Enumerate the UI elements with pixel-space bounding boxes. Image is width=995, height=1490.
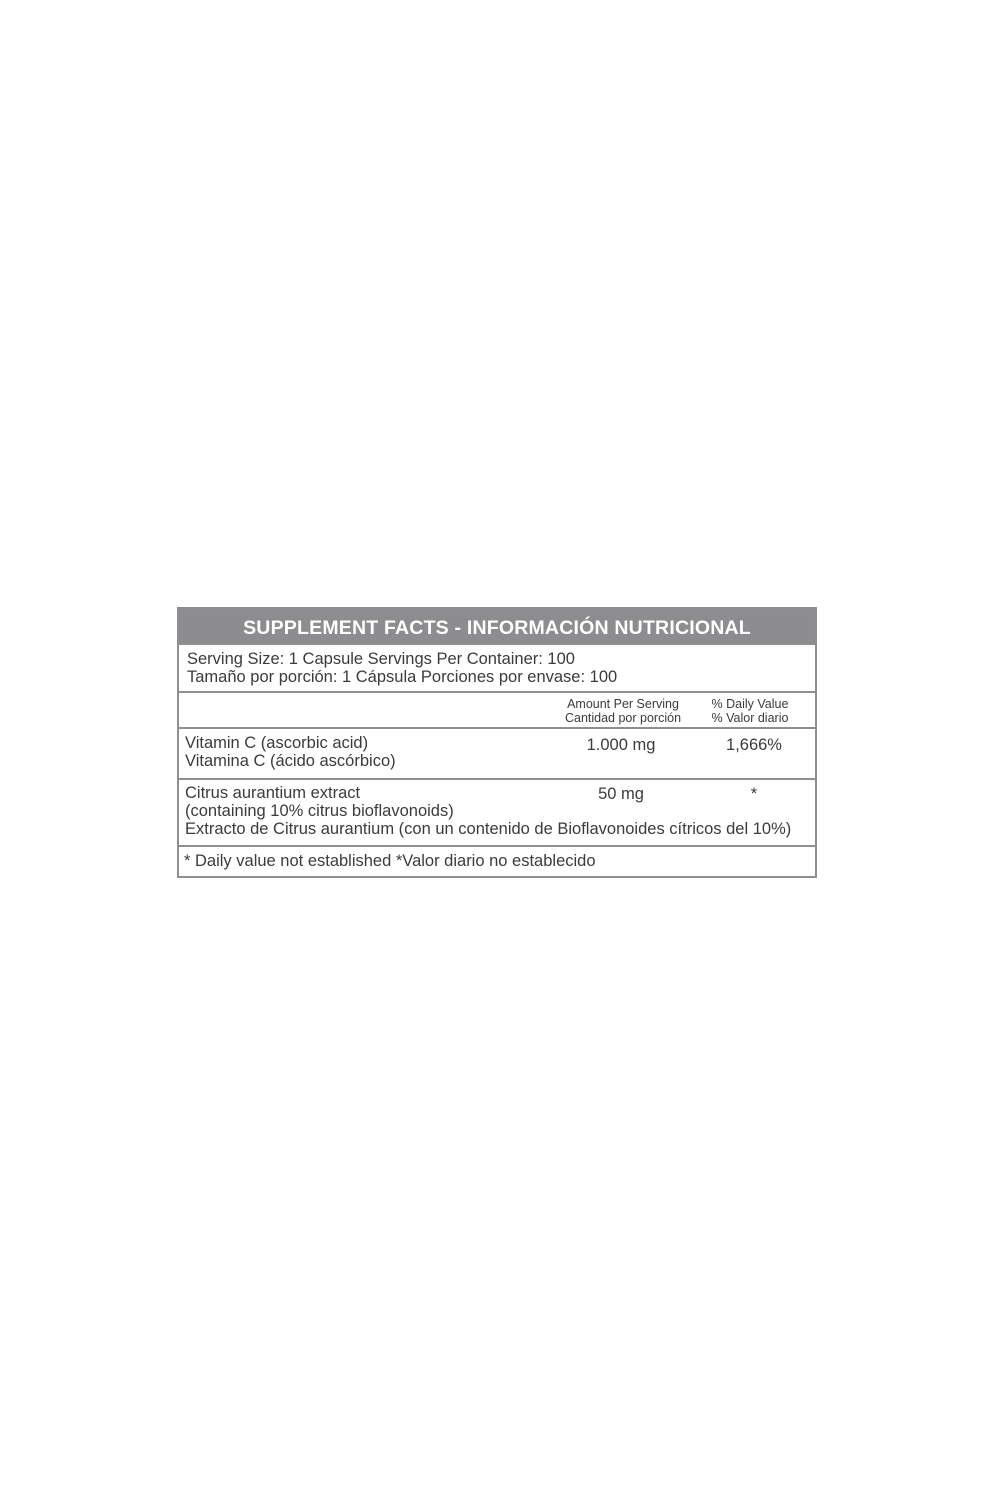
nutrient-daily-value: 1,666% xyxy=(726,736,782,754)
amount-header-en: Amount Per Serving xyxy=(567,697,679,711)
nutrient-row-vitamin-c xyxy=(179,727,815,778)
facts-title: SUPPLEMENT FACTS - INFORMACIÓN NUTRICIONAL xyxy=(179,609,815,643)
nutrient-amount: 1.000 mg xyxy=(586,736,656,754)
supplement-facts-panel xyxy=(177,607,817,878)
nutrient-name-en: Vitamin C (ascorbic acid) xyxy=(185,734,369,752)
nutrient-daily-value: * xyxy=(750,785,758,803)
nutrient-amount: 50 mg xyxy=(598,785,644,803)
serving-info xyxy=(179,643,815,691)
nutrient-name-es: Vitamina C (ácido ascórbico) xyxy=(185,752,396,770)
amount-header-es: Cantidad por porción xyxy=(564,710,682,725)
nutrient-name-es: Extracto de Citrus aurantium (con un contenido de Bioflavonoides cítricos del 10%) xyxy=(185,820,792,838)
column-headers xyxy=(179,691,815,727)
serving-line-es: Tamaño por porción: 1 Cápsula Porciones por envase: 100 xyxy=(187,668,618,686)
nutrient-row-citrus-aurantium xyxy=(179,778,815,845)
footnote: * Daily value not established *Valor diario no establecido xyxy=(179,845,815,876)
dv-header-en: % Daily Value xyxy=(711,697,789,711)
dv-header-es: % Valor diario xyxy=(711,710,789,725)
daily-value-column-header xyxy=(696,698,804,725)
amount-column-header xyxy=(560,698,686,725)
nutrient-name-en-detail: (containing 10% citrus bioflavonoids) xyxy=(185,802,454,820)
serving-line-en: Serving Size: 1 Capsule Servings Per Container: 100 xyxy=(187,650,575,668)
nutrient-name-en: Citrus aurantium extract xyxy=(185,784,361,802)
